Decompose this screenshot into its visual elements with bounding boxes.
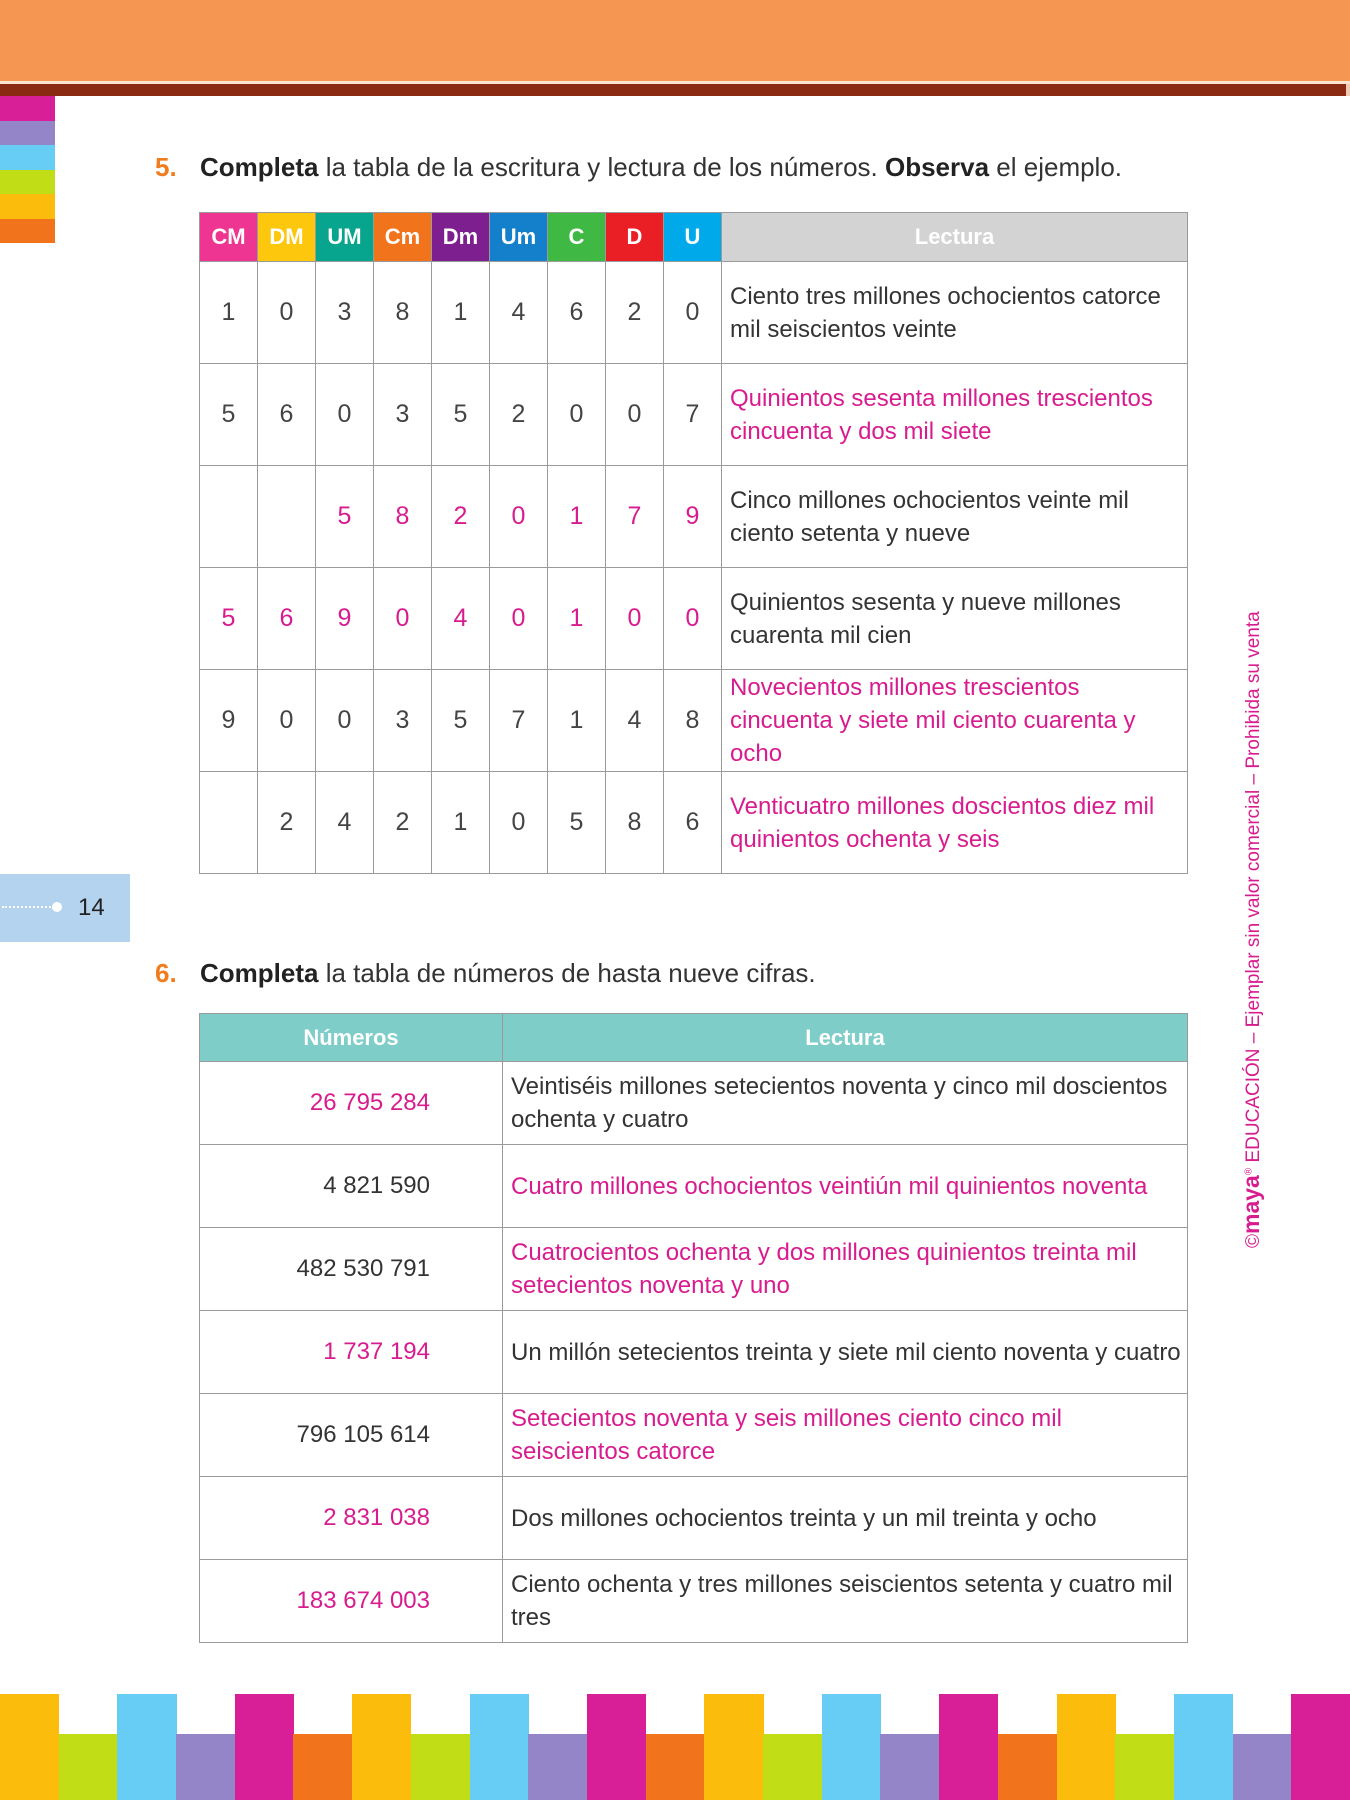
color-bar bbox=[646, 1734, 705, 1800]
digit-cell[interactable]: 5 bbox=[316, 466, 374, 568]
number-cell[interactable]: 796 105 614 bbox=[200, 1394, 503, 1477]
header-rule-end bbox=[1346, 84, 1350, 96]
header-lectura: Lectura bbox=[503, 1014, 1188, 1062]
digit-cell[interactable]: 7 bbox=[664, 364, 722, 466]
lectura-cell[interactable]: Veintiséis millones setecientos noventa y cinco mil doscientos ochenta y cuatro bbox=[503, 1062, 1188, 1145]
table-row bbox=[200, 364, 1188, 466]
color-bar bbox=[235, 1694, 294, 1800]
color-bar bbox=[176, 1734, 235, 1800]
digit-cell[interactable]: 6 bbox=[258, 364, 316, 466]
color-bar bbox=[880, 1734, 939, 1800]
digit-cell[interactable]: 0 bbox=[664, 568, 722, 670]
table-row bbox=[200, 262, 1188, 364]
digit-cell[interactable]: 0 bbox=[258, 670, 316, 772]
digit-cell[interactable]: 0 bbox=[606, 568, 664, 670]
digit-cell[interactable] bbox=[258, 466, 316, 568]
number-cell[interactable]: 482 530 791 bbox=[200, 1228, 503, 1311]
header-numeros: Números bbox=[200, 1014, 503, 1062]
digit-cell[interactable]: 1 bbox=[200, 262, 258, 364]
lectura-cell[interactable]: Ciento ochenta y tres millones seiscientos setenta y cuatro mil tres bbox=[503, 1560, 1188, 1643]
table-row bbox=[200, 1062, 1188, 1145]
digit-cell[interactable]: 5 bbox=[200, 568, 258, 670]
maya-logo: maya bbox=[1238, 1175, 1264, 1234]
digit-cell[interactable]: 2 bbox=[432, 466, 490, 568]
side-tab bbox=[0, 219, 55, 244]
digit-cell[interactable]: 2 bbox=[606, 262, 664, 364]
side-color-tabs bbox=[0, 96, 55, 243]
digit-cell[interactable]: 6 bbox=[664, 772, 722, 874]
digit-cell[interactable]: 0 bbox=[316, 670, 374, 772]
digit-cell[interactable]: 0 bbox=[316, 364, 374, 466]
copyright-notice bbox=[1238, 611, 1265, 1248]
color-bar bbox=[1233, 1734, 1292, 1800]
digit-cell[interactable]: 3 bbox=[316, 262, 374, 364]
color-bar bbox=[763, 1734, 822, 1800]
lectura-cell[interactable]: Novecientos millones trescientos cincuenta y siete mil ciento cuarenta y ocho bbox=[722, 670, 1188, 772]
header-u: U bbox=[664, 213, 722, 262]
side-tab bbox=[0, 96, 55, 121]
side-tab bbox=[0, 145, 55, 170]
digit-cell[interactable]: 0 bbox=[490, 466, 548, 568]
digit-cell[interactable]: 5 bbox=[200, 364, 258, 466]
table-row bbox=[200, 670, 1188, 772]
digit-cell[interactable]: 4 bbox=[432, 568, 490, 670]
digit-cell[interactable]: 3 bbox=[374, 364, 432, 466]
digit-cell[interactable]: 8 bbox=[374, 466, 432, 568]
header-lectura: Lectura bbox=[722, 213, 1188, 262]
copyright-symbol: © bbox=[1243, 1234, 1264, 1248]
digit-cell[interactable]: 7 bbox=[490, 670, 548, 772]
instruction-text: la tabla de la escritura y lectura de los números. bbox=[318, 152, 885, 182]
digit-cell[interactable]: 5 bbox=[548, 772, 606, 874]
digit-cell[interactable]: 0 bbox=[490, 772, 548, 874]
table-row bbox=[200, 1560, 1188, 1643]
digit-cell[interactable]: 1 bbox=[432, 772, 490, 874]
table-row bbox=[200, 568, 1188, 670]
digit-cell[interactable]: 1 bbox=[548, 568, 606, 670]
copyright-text: EDUCACIÓN – Ejemplar sin valor comercial – Prohibida su venta bbox=[1243, 611, 1264, 1168]
number-cell[interactable]: 26 795 284 bbox=[200, 1062, 503, 1145]
number-cell[interactable]: 183 674 003 bbox=[200, 1560, 503, 1643]
color-bar bbox=[998, 1734, 1057, 1800]
color-bar bbox=[704, 1694, 763, 1800]
side-tab bbox=[0, 170, 55, 195]
side-tab bbox=[0, 121, 55, 146]
table-header-row bbox=[200, 213, 1188, 262]
instruction-bold: Observa bbox=[884, 152, 990, 182]
digit-cell[interactable]: 9 bbox=[200, 670, 258, 772]
lectura-cell[interactable]: Cuatrocientos ochenta y dos millones quinientos treinta mil setecientos noventa y uno bbox=[503, 1228, 1188, 1311]
lectura-cell[interactable]: Cinco millones ochocientos veinte mil ciento setenta y nueve bbox=[722, 466, 1188, 568]
digit-cell[interactable]: 3 bbox=[374, 670, 432, 772]
digit-cell[interactable]: 5 bbox=[432, 670, 490, 772]
digit-cell[interactable]: 5 bbox=[432, 364, 490, 466]
lectura-cell[interactable]: Ciento tres millones ochocientos catorce mil seiscientos veinte bbox=[722, 262, 1188, 364]
numbers-reading-table bbox=[199, 1013, 1188, 1643]
instruction-bold: Completa bbox=[200, 958, 319, 988]
header-c: C bbox=[548, 213, 606, 262]
exercise-6-instruction bbox=[155, 958, 816, 989]
lectura-cell[interactable]: Quinientos sesenta millones trescientos cincuenta y dos mil siete bbox=[722, 364, 1188, 466]
header-band bbox=[0, 0, 1350, 81]
lectura-cell[interactable]: Quinientos sesenta y nueve millones cuarenta mil cien bbox=[722, 568, 1188, 670]
digit-cell[interactable]: 6 bbox=[548, 262, 606, 364]
page-number-tab bbox=[0, 874, 130, 942]
digit-cell[interactable]: 2 bbox=[258, 772, 316, 874]
digit-cell[interactable]: 2 bbox=[374, 772, 432, 874]
digit-cell[interactable] bbox=[200, 772, 258, 874]
digit-cell[interactable]: 0 bbox=[374, 568, 432, 670]
digit-cell[interactable]: 8 bbox=[664, 670, 722, 772]
color-bar bbox=[293, 1734, 352, 1800]
digit-cell[interactable]: 1 bbox=[548, 670, 606, 772]
digit-cell[interactable]: 4 bbox=[316, 772, 374, 874]
digit-cell[interactable]: 0 bbox=[490, 568, 548, 670]
color-bar bbox=[587, 1694, 646, 1800]
table-row bbox=[200, 1228, 1188, 1311]
header-cm: CM bbox=[200, 213, 258, 262]
color-bar bbox=[470, 1694, 529, 1800]
color-bar bbox=[1057, 1694, 1116, 1800]
exercise-number: 6. bbox=[155, 958, 177, 988]
table-row bbox=[200, 1394, 1188, 1477]
color-bar bbox=[1174, 1694, 1233, 1800]
number-cell[interactable]: 4 821 590 bbox=[200, 1145, 503, 1228]
number-cell[interactable]: 2 831 038 bbox=[200, 1477, 503, 1560]
color-bar bbox=[528, 1734, 587, 1800]
header-d: D bbox=[606, 213, 664, 262]
header-rule bbox=[0, 84, 1346, 96]
color-bar bbox=[0, 1694, 59, 1800]
exercise-number: 5. bbox=[155, 152, 177, 182]
digit-cell[interactable]: 7 bbox=[606, 466, 664, 568]
header-dm: Dm bbox=[432, 213, 490, 262]
instruction-text: la tabla de números de hasta nueve cifras. bbox=[318, 958, 816, 988]
lectura-cell[interactable]: Setecientos noventa y seis millones ciento cinco mil seiscientos catorce bbox=[503, 1394, 1188, 1477]
place-value-table bbox=[199, 212, 1188, 874]
digit-cell[interactable]: 8 bbox=[374, 262, 432, 364]
color-bar bbox=[117, 1694, 176, 1800]
digit-cell[interactable]: 0 bbox=[606, 364, 664, 466]
digit-cell[interactable]: 9 bbox=[316, 568, 374, 670]
decorative-color-bars bbox=[0, 1694, 1350, 1800]
lectura-cell[interactable]: Cuatro millones ochocientos veintiún mil quinientos noventa bbox=[503, 1145, 1188, 1228]
color-bar bbox=[59, 1734, 118, 1800]
lectura-cell[interactable]: Venticuatro millones doscientos diez mil quinientos ochenta y seis bbox=[722, 772, 1188, 874]
header-cm: Cm bbox=[374, 213, 432, 262]
dotted-line bbox=[2, 906, 54, 908]
digit-cell[interactable]: 1 bbox=[432, 262, 490, 364]
lectura-cell[interactable]: Dos millones ochocientos treinta y un mil treinta y ocho bbox=[503, 1477, 1188, 1560]
number-cell[interactable]: 1 737 194 bbox=[200, 1311, 503, 1394]
instruction-bold: Completa bbox=[200, 152, 319, 182]
table-row bbox=[200, 1145, 1188, 1228]
instruction-text: el ejemplo. bbox=[989, 152, 1123, 182]
digit-cell[interactable]: 1 bbox=[548, 466, 606, 568]
color-bar bbox=[1291, 1694, 1350, 1800]
digit-cell[interactable]: 6 bbox=[258, 568, 316, 670]
header-dm: DM bbox=[258, 213, 316, 262]
table-row bbox=[200, 772, 1188, 874]
table-header-row bbox=[200, 1014, 1188, 1062]
digit-cell[interactable] bbox=[200, 466, 258, 568]
color-bar bbox=[939, 1694, 998, 1800]
digit-cell[interactable]: 4 bbox=[606, 670, 664, 772]
digit-cell[interactable]: 4 bbox=[490, 262, 548, 364]
header-um: UM bbox=[316, 213, 374, 262]
color-bar bbox=[352, 1694, 411, 1800]
side-tab bbox=[0, 194, 55, 219]
dot-marker bbox=[52, 902, 62, 912]
digit-cell[interactable]: 8 bbox=[606, 772, 664, 874]
header-um: Um bbox=[490, 213, 548, 262]
table-row bbox=[200, 466, 1188, 568]
registered-mark: ® bbox=[1243, 1167, 1255, 1176]
digit-cell[interactable]: 9 bbox=[664, 466, 722, 568]
color-bar bbox=[1115, 1734, 1174, 1800]
digit-cell[interactable]: 0 bbox=[664, 262, 722, 364]
digit-cell[interactable]: 2 bbox=[490, 364, 548, 466]
digit-cell[interactable]: 0 bbox=[548, 364, 606, 466]
table-row bbox=[200, 1477, 1188, 1560]
page-number: 14 bbox=[78, 894, 105, 921]
table-row bbox=[200, 1311, 1188, 1394]
color-bar bbox=[411, 1734, 470, 1800]
exercise-5-instruction bbox=[155, 152, 1122, 183]
color-bar bbox=[822, 1694, 881, 1800]
lectura-cell[interactable]: Un millón setecientos treinta y siete mil ciento noventa y cuatro bbox=[503, 1311, 1188, 1394]
digit-cell[interactable]: 0 bbox=[258, 262, 316, 364]
